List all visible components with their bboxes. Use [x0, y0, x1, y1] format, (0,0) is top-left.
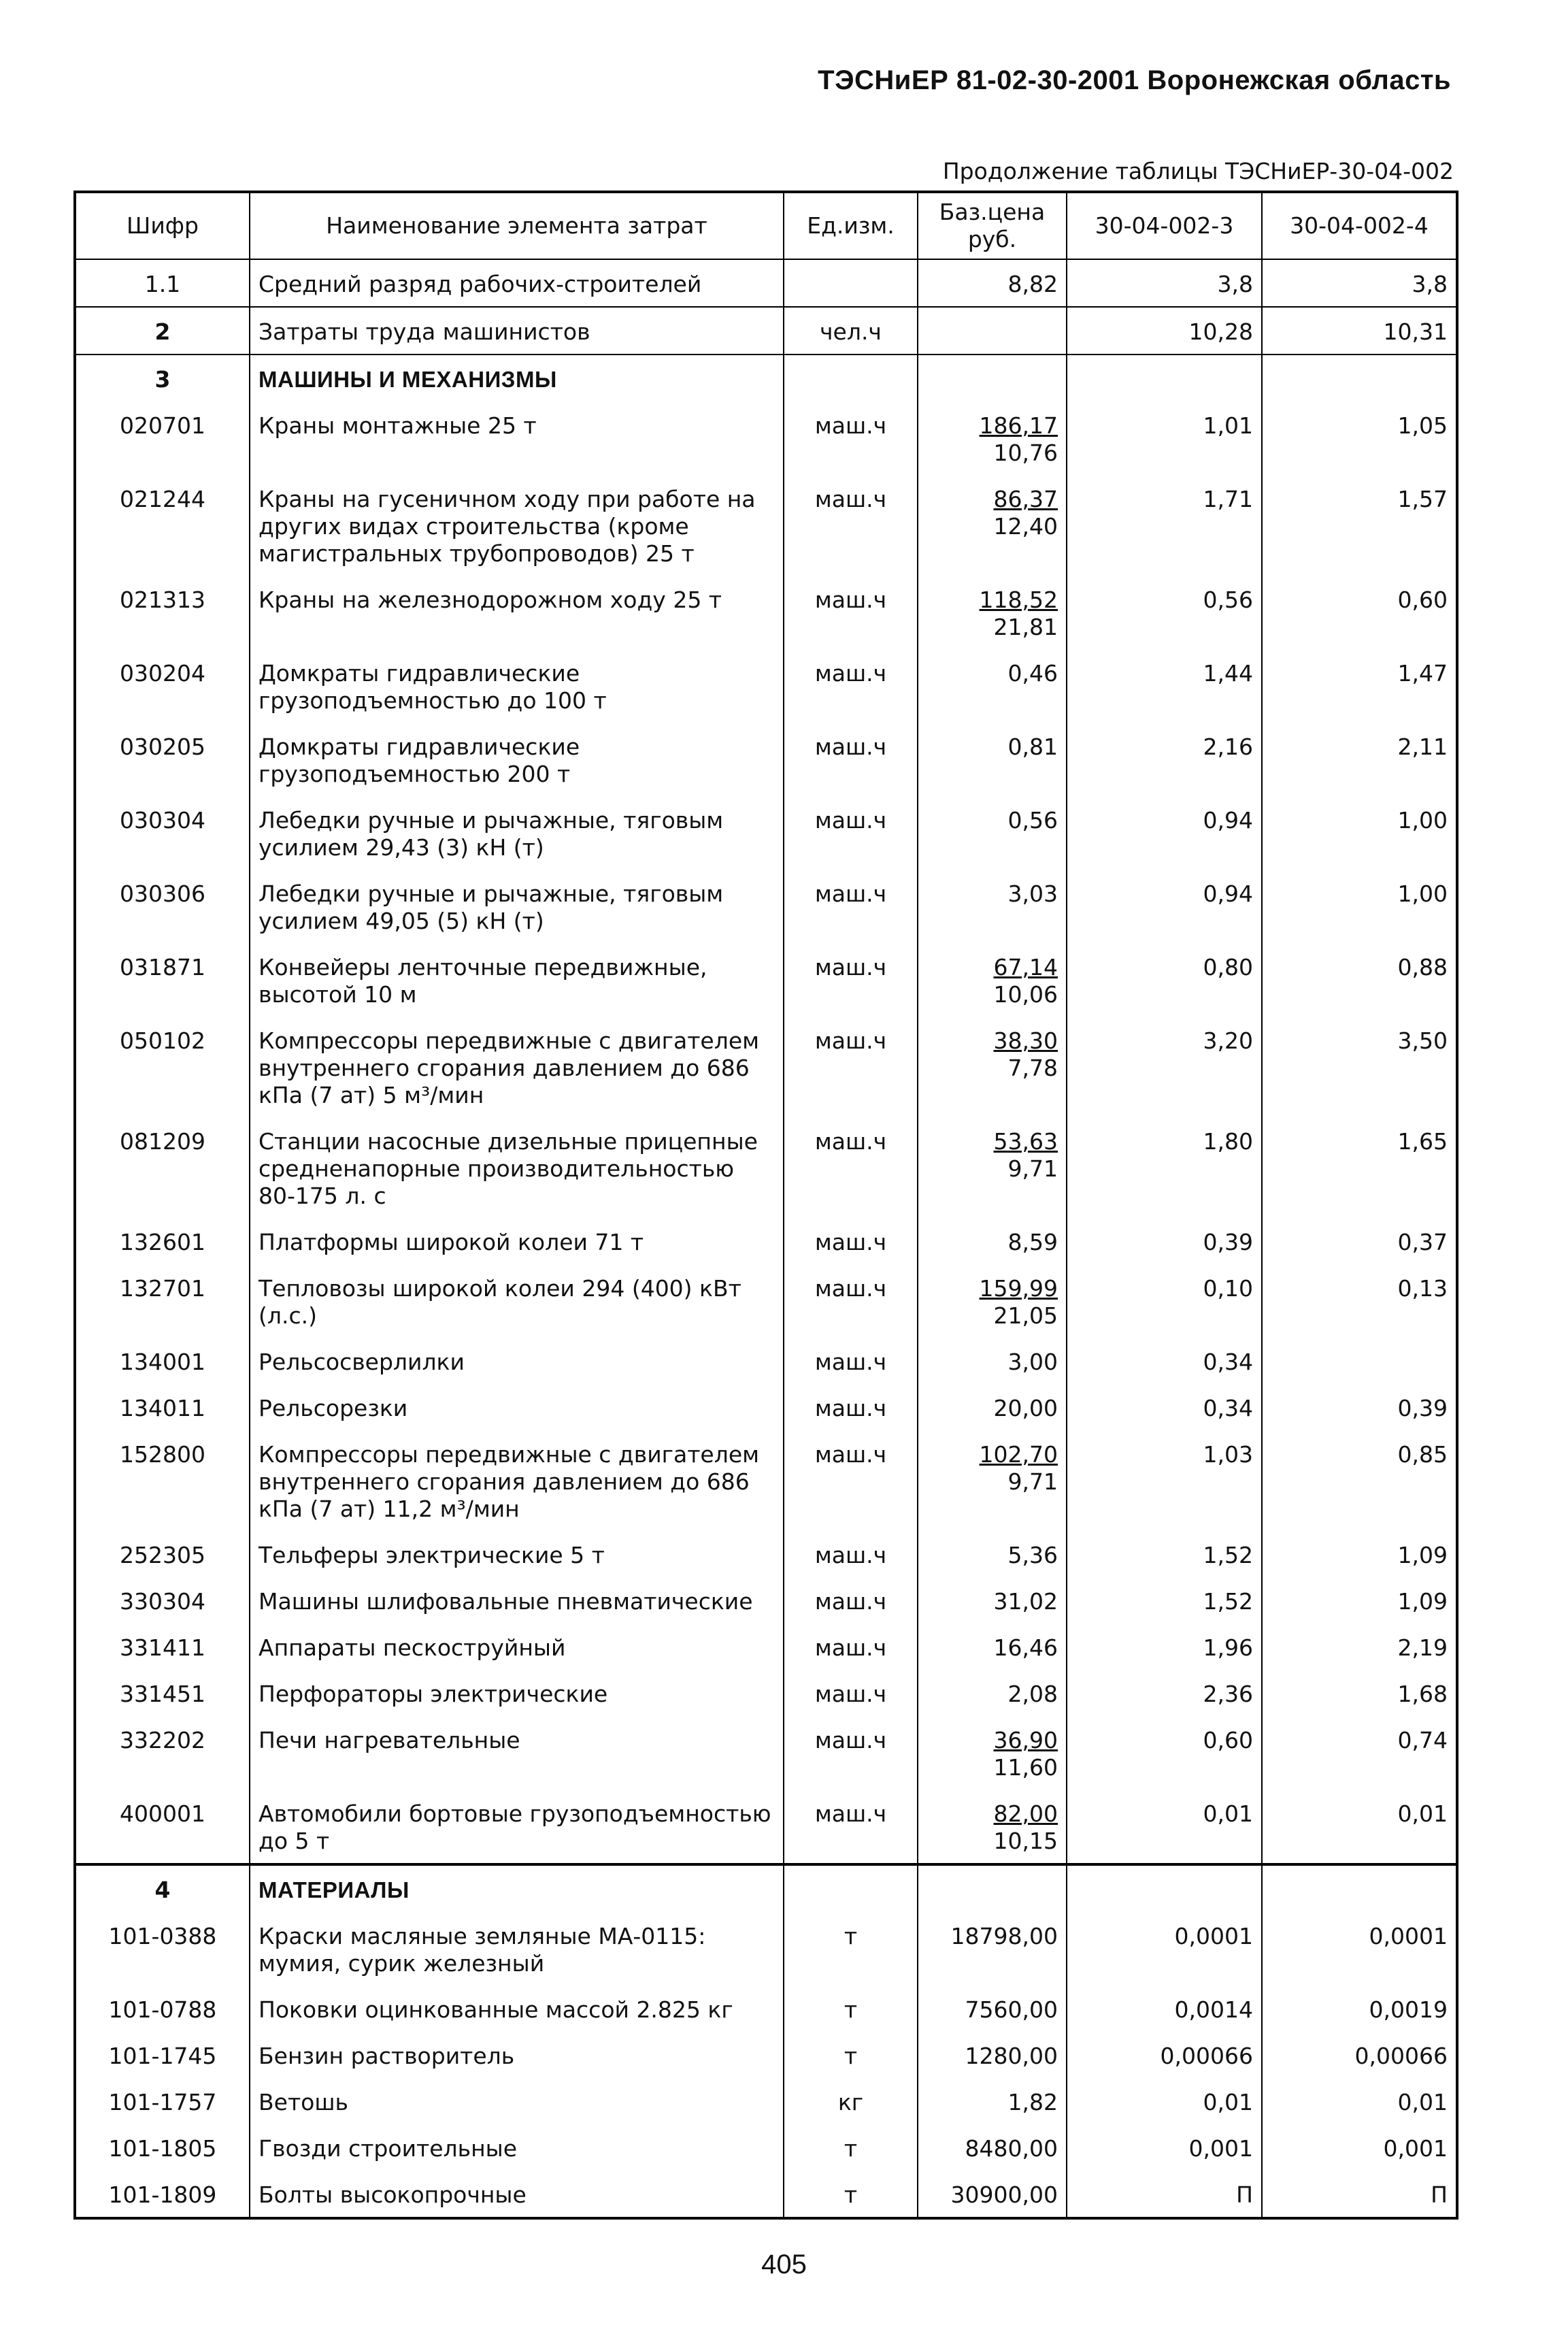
cell-price: 0,56 [918, 796, 1067, 870]
table-row [75, 576, 1457, 649]
cell-name: Лебедки ручные и рычажные, тяговым усилием 49,05 (5) кН (т) [250, 870, 784, 943]
column-header-name: Наименование элемента затрат [250, 192, 784, 259]
cell-code: 021313 [75, 576, 250, 649]
cell-norm-3 [1067, 355, 1262, 401]
cell-norm-3: 0,01 [1067, 1790, 1262, 1864]
cell-code: 332202 [75, 1716, 250, 1790]
cell-unit: маш.ч [784, 1531, 918, 1577]
cell-name: Компрессоры передвижные с двигателем внутреннего сгорания давлением до 686 кПа (7 ат) 5 м³/мин [250, 1017, 784, 1117]
cell-unit: т [784, 2032, 918, 2078]
cell-unit: маш.ч [784, 1218, 918, 1264]
cell-norm-3: 10,28 [1067, 307, 1262, 355]
table-row [75, 1117, 1457, 1218]
cell-norm-4: 1,05 [1262, 401, 1457, 475]
cell-norm-4: 0,39 [1262, 1384, 1457, 1430]
cell-code: 101-0388 [75, 1912, 250, 1985]
cell-price [918, 401, 1067, 475]
cell-code: 030306 [75, 870, 250, 943]
cell-code: 101-0788 [75, 1985, 250, 2032]
price-wage: 10,76 [993, 440, 1058, 466]
price-wage: 10,15 [993, 1828, 1058, 1854]
cell-price: 31,02 [918, 1577, 1067, 1624]
cell-norm-4: 0,88 [1262, 943, 1457, 1017]
cell-name: Домкраты гидравлические грузоподъемностью 200 т [250, 723, 784, 796]
cell-price [918, 355, 1067, 401]
cell-unit: т [784, 1985, 918, 2032]
cell-unit: маш.ч [784, 1577, 918, 1624]
cell-unit: маш.ч [784, 1117, 918, 1218]
cell-price: 1280,00 [918, 2032, 1067, 2078]
table-row [75, 1531, 1457, 1577]
cell-price [918, 943, 1067, 1017]
cell-name: Болты высокопрочные [250, 2171, 784, 2218]
cell-norm-4: 1,00 [1262, 796, 1457, 870]
table-row [75, 307, 1457, 355]
table-row [75, 870, 1457, 943]
cell-norm-3: 0,80 [1067, 943, 1262, 1017]
cell-code: 252305 [75, 1531, 250, 1577]
cell-name: Платформы широкой колеи 71 т [250, 1218, 784, 1264]
cell-code: 3 [75, 355, 250, 401]
price-wage: 21,05 [993, 1302, 1058, 1329]
cell-price: 7560,00 [918, 1985, 1067, 2032]
table-row [75, 1338, 1457, 1384]
cell-code: 030205 [75, 723, 250, 796]
cell-price: 5,36 [918, 1531, 1067, 1577]
price-total: 53,63 [993, 1128, 1058, 1155]
cell-code: 081209 [75, 1117, 250, 1218]
cell-price: 1,82 [918, 2078, 1067, 2124]
cell-unit: маш.ч [784, 870, 918, 943]
cell-name: МАШИНЫ И МЕХАНИЗМЫ [250, 355, 784, 401]
cell-norm-4: 0,01 [1262, 2078, 1457, 2124]
cell-norm-4: 0,01 [1262, 1790, 1457, 1864]
cell-name: Домкраты гидравлические грузоподъемностью до 100 т [250, 649, 784, 723]
cell-name: Тельферы электрические 5 т [250, 1531, 784, 1577]
cell-code: 132701 [75, 1264, 250, 1338]
table-row [75, 1790, 1457, 1864]
cell-price [918, 1264, 1067, 1338]
cell-name: Станции насосные дизельные прицепные средненапорные производительностью 80-175 л. с [250, 1117, 784, 1218]
cell-unit: маш.ч [784, 1790, 918, 1864]
price-total: 86,37 [993, 486, 1058, 512]
cell-norm-3: 1,52 [1067, 1577, 1262, 1624]
cell-unit: маш.ч [784, 1716, 918, 1790]
cell-name: Лебедки ручные и рычажные, тяговым усилием 29,43 (3) кН (т) [250, 796, 784, 870]
table-row [75, 259, 1457, 307]
cell-unit: маш.ч [784, 576, 918, 649]
cell-name: Краны на железнодорожном ходу 25 т [250, 576, 784, 649]
cell-name: Краны монтажные 25 т [250, 401, 784, 475]
cell-unit: маш.ч [784, 723, 918, 796]
cell-unit: маш.ч [784, 1338, 918, 1384]
table-row [75, 1670, 1457, 1716]
cell-name: Средний разряд рабочих-строителей [250, 259, 784, 307]
cell-price: 3,00 [918, 1338, 1067, 1384]
cell-price: 30900,00 [918, 2171, 1067, 2218]
cell-norm-4: 1,47 [1262, 649, 1457, 723]
cell-norm-4: 3,50 [1262, 1017, 1457, 1117]
cell-norm-4: 0,001 [1262, 2124, 1457, 2171]
cell-price [918, 1790, 1067, 1864]
table-row [75, 796, 1457, 870]
cell-norm-3: 1,01 [1067, 401, 1262, 475]
cell-code: 030204 [75, 649, 250, 723]
cell-price [918, 576, 1067, 649]
cell-norm-4: 0,00066 [1262, 2032, 1457, 2078]
cell-norm-4: 0,37 [1262, 1218, 1457, 1264]
price-total: 102,70 [979, 1441, 1058, 1468]
cell-unit: маш.ч [784, 475, 918, 576]
cell-code: 101-1805 [75, 2124, 250, 2171]
cell-code: 050102 [75, 1017, 250, 1117]
cell-name: Аппараты пескоструйный [250, 1624, 784, 1670]
cell-code: 152800 [75, 1430, 250, 1531]
cell-code: 021244 [75, 475, 250, 576]
cell-price: 18798,00 [918, 1912, 1067, 1985]
cell-norm-3: 2,16 [1067, 723, 1262, 796]
cell-norm-4: П [1262, 2171, 1457, 2218]
cell-norm-3: 1,03 [1067, 1430, 1262, 1531]
cell-unit: чел.ч [784, 307, 918, 355]
cell-code: 031871 [75, 943, 250, 1017]
cell-norm-4: 0,13 [1262, 1264, 1457, 1338]
cell-unit: маш.ч [784, 649, 918, 723]
cell-norm-4: 1,65 [1262, 1117, 1457, 1218]
cell-unit: маш.ч [784, 1017, 918, 1117]
cell-price: 3,03 [918, 870, 1067, 943]
cell-norm-3: 1,80 [1067, 1117, 1262, 1218]
cell-norm-3: 0,94 [1067, 796, 1262, 870]
cell-price: 16,46 [918, 1624, 1067, 1670]
table-continuation-label: Продолжение таблицы ТЭСНиЕР-30-04-002 [942, 158, 1454, 184]
cell-norm-4 [1262, 1338, 1457, 1384]
cell-norm-3 [1067, 1864, 1262, 1912]
cell-price [918, 1430, 1067, 1531]
cell-price [918, 475, 1067, 576]
cell-norm-3: 0,001 [1067, 2124, 1262, 2171]
cell-unit: кг [784, 2078, 918, 2124]
cell-name: Конвейеры ленточные передвижные, высотой 10 м [250, 943, 784, 1017]
cell-norm-4 [1262, 1864, 1457, 1912]
column-header-code: Шифр [75, 192, 250, 259]
cell-norm-4: 2,11 [1262, 723, 1457, 796]
cell-name: Рельсорезки [250, 1384, 784, 1430]
cell-norm-3: 0,0001 [1067, 1912, 1262, 1985]
cell-norm-4: 10,31 [1262, 307, 1457, 355]
table-row [75, 1577, 1457, 1624]
cell-unit [784, 355, 918, 401]
cell-norm-4: 0,0019 [1262, 1985, 1457, 2032]
cell-unit: т [784, 2124, 918, 2171]
cell-norm-4: 1,09 [1262, 1577, 1457, 1624]
price-total: 159,99 [979, 1275, 1058, 1302]
price-wage: 10,06 [993, 981, 1058, 1008]
column-header-price: Баз.цена руб. [918, 192, 1067, 259]
price-total: 186,17 [979, 412, 1058, 439]
price-total: 38,30 [993, 1027, 1058, 1054]
table-row [75, 2078, 1457, 2124]
cell-code: 400001 [75, 1790, 250, 1864]
cell-unit: маш.ч [784, 796, 918, 870]
cell-unit: маш.ч [784, 1384, 918, 1430]
cell-norm-3: 0,10 [1067, 1264, 1262, 1338]
table-row [75, 943, 1457, 1017]
cell-name: Печи нагревательные [250, 1716, 784, 1790]
cell-name: Автомобили бортовые грузоподъемностью до 5 т [250, 1790, 784, 1864]
cell-norm-4: 0,85 [1262, 1430, 1457, 1531]
cell-code: 132601 [75, 1218, 250, 1264]
cell-price: 0,81 [918, 723, 1067, 796]
cell-norm-4: 1,57 [1262, 475, 1457, 576]
cell-norm-3: 1,96 [1067, 1624, 1262, 1670]
cell-code: 331451 [75, 1670, 250, 1716]
cell-code: 330304 [75, 1577, 250, 1624]
cell-norm-3: 0,34 [1067, 1384, 1262, 1430]
price-wage: 11,60 [993, 1754, 1058, 1781]
cell-name: Бензин растворитель [250, 2032, 784, 2078]
cell-unit [784, 259, 918, 307]
cell-unit: маш.ч [784, 1670, 918, 1716]
cell-norm-4: 2,19 [1262, 1624, 1457, 1670]
cell-unit: маш.ч [784, 1264, 918, 1338]
cell-code: 2 [75, 307, 250, 355]
cell-price: 2,08 [918, 1670, 1067, 1716]
table-row [75, 2124, 1457, 2171]
table-row [75, 1912, 1457, 1985]
table-header-row [75, 192, 1457, 259]
cell-norm-3: 0,01 [1067, 2078, 1262, 2124]
column-header-unit: Ед.изм. [784, 192, 918, 259]
cell-norm-3: 0,94 [1067, 870, 1262, 943]
cell-norm-3: 0,56 [1067, 576, 1262, 649]
price-total: 118,52 [979, 587, 1058, 613]
page-number: 405 [761, 2250, 807, 2279]
cell-norm-3: 0,39 [1067, 1218, 1262, 1264]
column-header-norm-4: 30-04-002-4 [1262, 192, 1457, 259]
price-total: 36,90 [993, 1727, 1058, 1753]
cell-price: 20,00 [918, 1384, 1067, 1430]
cell-norm-4: 0,0001 [1262, 1912, 1457, 1985]
cell-price: 8,59 [918, 1218, 1067, 1264]
cell-name: Ветошь [250, 2078, 784, 2124]
cell-code: 020701 [75, 401, 250, 475]
table-row [75, 2171, 1457, 2218]
price-total: 82,00 [993, 1800, 1058, 1827]
price-total: 67,14 [993, 954, 1058, 981]
cell-norm-3: П [1067, 2171, 1262, 2218]
cell-name: Краски масляные земляные МА-0115: мумия, сурик железный [250, 1912, 784, 1985]
cell-code: 101-1757 [75, 2078, 250, 2124]
cell-price [918, 1864, 1067, 1912]
cell-name: МАТЕРИАЛЫ [250, 1864, 784, 1912]
table-row [75, 1716, 1457, 1790]
price-wage: 21,81 [993, 614, 1058, 640]
cell-norm-4: 0,74 [1262, 1716, 1457, 1790]
cell-code: 101-1809 [75, 2171, 250, 2218]
cell-price: 0,46 [918, 649, 1067, 723]
price-wage: 9,71 [1007, 1155, 1058, 1182]
table-row [75, 2032, 1457, 2078]
cell-name: Компрессоры передвижные с двигателем внутреннего сгорания давлением до 686 кПа (7 ат) 11,2 м³/мин [250, 1430, 784, 1531]
table-row [75, 1017, 1457, 1117]
cell-name: Рельсосверлилки [250, 1338, 784, 1384]
price-wage: 12,40 [993, 513, 1058, 540]
cell-code: 331411 [75, 1624, 250, 1670]
cell-norm-3: 1,71 [1067, 475, 1262, 576]
table-row [75, 1430, 1457, 1531]
cell-unit: маш.ч [784, 943, 918, 1017]
price-wage: 9,71 [1007, 1468, 1058, 1495]
table-row [75, 1864, 1457, 1912]
table-row [75, 1985, 1457, 2032]
cell-norm-4: 3,8 [1262, 259, 1457, 307]
table-body [75, 259, 1457, 2218]
cell-name: Поковки оцинкованные массой 2.825 кг [250, 1985, 784, 2032]
table-row [75, 475, 1457, 576]
cell-norm-3: 0,00066 [1067, 2032, 1262, 2078]
cell-unit: маш.ч [784, 1624, 918, 1670]
price-wage: 7,78 [1007, 1055, 1058, 1081]
cell-norm-3: 3,8 [1067, 259, 1262, 307]
cell-price [918, 1716, 1067, 1790]
cell-norm-3: 0,60 [1067, 1716, 1262, 1790]
cell-name: Тепловозы широкой колеи 294 (400) кВт (л.с.) [250, 1264, 784, 1338]
cell-norm-3: 1,52 [1067, 1531, 1262, 1577]
cell-price [918, 1017, 1067, 1117]
table-row [75, 401, 1457, 475]
cell-price: 8480,00 [918, 2124, 1067, 2171]
document-header: ТЭСНиЕР 81-02-30-2001 Воронежская область [818, 65, 1451, 95]
cell-price [918, 1117, 1067, 1218]
cell-name: Краны на гусеничном ходу при работе на других видах строительства (кроме магистральных трубопроводов) 25 т [250, 475, 784, 576]
cell-norm-4: 1,09 [1262, 1531, 1457, 1577]
cell-norm-4: 1,68 [1262, 1670, 1457, 1716]
cell-code: 1.1 [75, 259, 250, 307]
table-row [75, 1624, 1457, 1670]
cell-code: 030304 [75, 796, 250, 870]
cell-norm-3: 0,0014 [1067, 1985, 1262, 2032]
cell-norm-3: 3,20 [1067, 1017, 1262, 1117]
cell-norm-3: 2,36 [1067, 1670, 1262, 1716]
cell-code: 4 [75, 1864, 250, 1912]
cell-code: 101-1745 [75, 2032, 250, 2078]
cell-norm-4 [1262, 355, 1457, 401]
table-row [75, 1384, 1457, 1430]
table-row [75, 355, 1457, 401]
cell-unit: маш.ч [784, 401, 918, 475]
cell-norm-3: 0,34 [1067, 1338, 1262, 1384]
table-row [75, 1264, 1457, 1338]
cell-price: 8,82 [918, 259, 1067, 307]
cell-unit [784, 1864, 918, 1912]
column-header-norm-3: 30-04-002-3 [1067, 192, 1262, 259]
cell-unit: маш.ч [784, 1430, 918, 1531]
cell-price [918, 307, 1067, 355]
cell-norm-4: 0,60 [1262, 576, 1457, 649]
table-row [75, 723, 1457, 796]
cell-name: Перфораторы электрические [250, 1670, 784, 1716]
cell-code: 134001 [75, 1338, 250, 1384]
cell-unit: т [784, 2171, 918, 2218]
cell-name: Затраты труда машинистов [250, 307, 784, 355]
cell-name: Гвозди строительные [250, 2124, 784, 2171]
cell-norm-3: 1,44 [1067, 649, 1262, 723]
cell-code: 134011 [75, 1384, 250, 1430]
table-row [75, 649, 1457, 723]
cell-norm-4: 1,00 [1262, 870, 1457, 943]
table-row [75, 1218, 1457, 1264]
cell-unit: т [784, 1912, 918, 1985]
cell-name: Машины шлифовальные пневматические [250, 1577, 784, 1624]
norms-table [73, 191, 1458, 2220]
